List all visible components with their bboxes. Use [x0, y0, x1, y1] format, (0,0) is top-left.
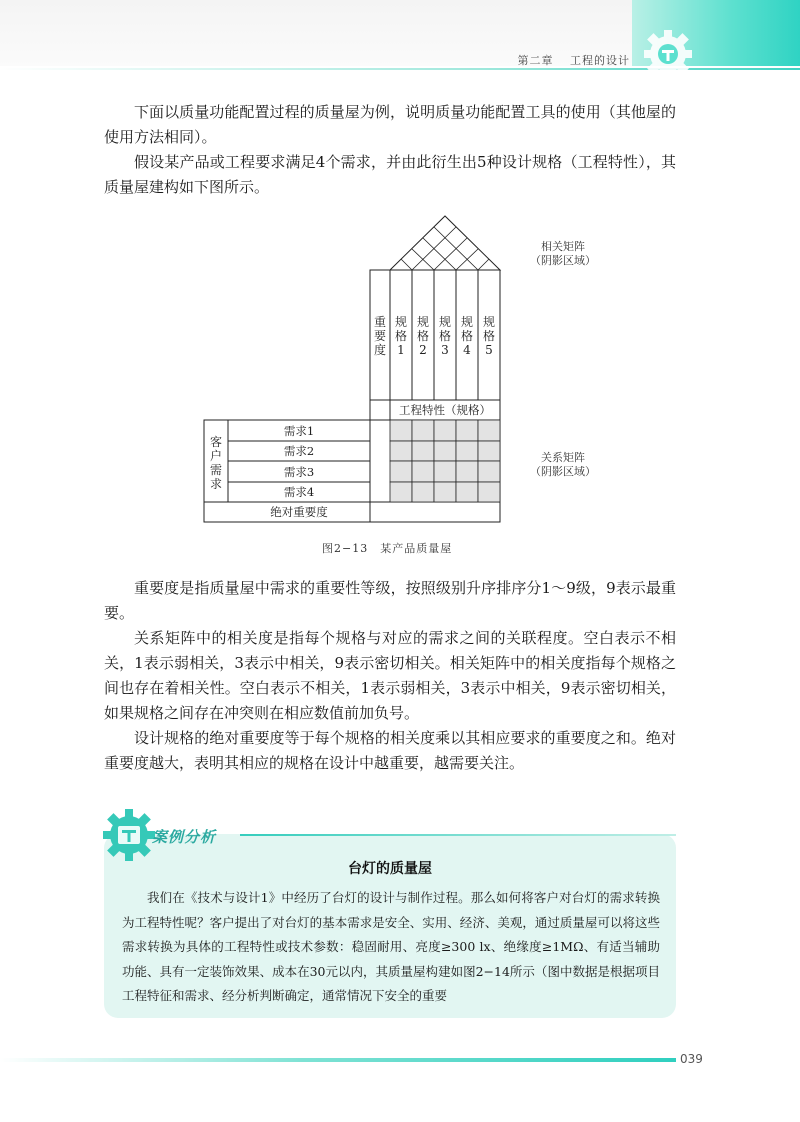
case-gear-icon: [100, 806, 158, 864]
relation-matrix: [390, 420, 500, 502]
requirement-1: 需求1: [283, 424, 315, 438]
relation-matrix-note: [530, 451, 596, 479]
customer-label-0: 客: [209, 435, 223, 449]
intro-paragraph-1: 下面以质量功能配置过程的质量屋为例，说明质量功能配置工具的使用（其他屋的使用方法相同）。: [104, 103, 676, 146]
relation-cell: [478, 420, 500, 441]
relation-cell: [412, 482, 434, 502]
importance-label-1: 要: [373, 329, 387, 343]
spec-5-char-1: 格: [482, 329, 496, 343]
engineering-characteristics-label: 工程特性（规格）: [399, 403, 491, 417]
spec-2-char-0: 规: [416, 315, 430, 329]
spec-5-char-2: 5: [485, 343, 493, 357]
relation-cell: [390, 441, 412, 461]
explanation-paragraph-3: 设计规格的绝对重要度等于每个规格的相关度乘以其相应要求的重要度之和。绝对重要度越大，表明其相应的规格在设计中越重要，越需要关注。: [104, 729, 676, 772]
relation-cell: [456, 420, 478, 441]
relation-cell: [478, 482, 500, 502]
relation-cell: [456, 441, 478, 461]
case-paragraph: 我们在《技术与设计1》中经历了台灯的设计与制作过程。那么如何将客户对台灯的需求转换为工程特性呢？客户提出了对台灯的基本需求是安全、实用、经济、美观，通过质量屋可以将这些需求转换为具体的工程特性或技术参数：稳固耐用、亮度≥300 lx、绝缘度≥1MΩ、有适当辅助功能、具有一定装饰效果、成本在30元以内，其质量屋构建如图2−14所示（图中数据是根据项目工程特征和需求、经分析判断确定，通常情况下安全的重要: [122, 890, 660, 1003]
intro-paragraph-2: 假设某产品或工程要求满足4个需求，并由此衍生出5种设计规格（工程特性），其质量屋建构如下图所示。: [104, 153, 676, 196]
importance-label-0: 重: [373, 315, 387, 329]
figure-caption: 图2−13 某产品质量屋: [322, 542, 453, 555]
case-analysis-badge: 案例分析: [152, 828, 217, 846]
correlation-note-line-2: （阴影区域）: [530, 254, 596, 267]
relation-cell: [412, 461, 434, 482]
relation-cell: [434, 461, 456, 482]
spec-1-char-0: 规: [394, 315, 408, 329]
page-number: 039: [680, 1052, 703, 1066]
relation-cell: [412, 420, 434, 441]
relation-note-line-2: （阴影区域）: [530, 465, 596, 478]
spec-3-char-0: 规: [438, 315, 452, 329]
spec-4-char-0: 规: [460, 315, 474, 329]
relation-cell: [456, 482, 478, 502]
spec-2-char-1: 格: [416, 329, 430, 343]
spec-4-char-2: 4: [463, 343, 471, 357]
relation-cell: [390, 420, 412, 441]
chapter-number: 第二章: [517, 54, 554, 67]
customer-label-1: 户: [209, 449, 223, 463]
importance-label-2: 度: [373, 343, 387, 357]
customer-label-3: 求: [209, 477, 223, 491]
spec-2-char-2: 2: [419, 343, 427, 357]
spec-column-labels: [395, 314, 495, 357]
requirement-2: 需求2: [283, 444, 315, 458]
relation-cell: [456, 461, 478, 482]
requirement-4: 需求4: [283, 485, 315, 499]
spec-1-char-2: 1: [397, 343, 405, 357]
relation-cell: [390, 461, 412, 482]
gear-logo-icon: [640, 26, 696, 82]
relation-cell: [434, 441, 456, 461]
correlation-roof: [390, 216, 500, 270]
spec-5-char-0: 规: [482, 315, 496, 329]
explanation-paragraph-2: 关系矩阵中的相关度是指每个规格与对应的需求之间的关联程度。空白表示不相关，1表示弱相关，3表示中相关，9表示密切相关。相关矩阵中的相关度指每个规格之间也存在着相关性。空白表示不相关，1表示弱相关，3表示中相关，9表示密切相关，如果规格之间存在冲突则在相应数值前加负号。: [104, 629, 676, 722]
case-title: 台灯的质量屋: [348, 861, 432, 877]
requirement-3: 需求3: [283, 465, 315, 479]
spec-1-char-1: 格: [394, 329, 408, 343]
intro-text: [104, 100, 676, 200]
spec-4-char-1: 格: [460, 329, 474, 343]
explanation-paragraph-1: 重要度是指质量屋中需求的重要性等级，按照级别升序排序分1～9级，9表示最重要。: [104, 579, 676, 622]
footer-rule: [0, 1058, 676, 1062]
spec-3-char-1: 格: [438, 329, 452, 343]
relation-cell: [390, 482, 412, 502]
relation-cell: [434, 482, 456, 502]
chapter-title: 工程的设计: [570, 54, 630, 67]
relation-note-line-1: 关系矩阵: [541, 451, 585, 464]
explanation-text: [104, 576, 676, 776]
spec-3-char-2: 3: [441, 343, 449, 357]
case-analysis-box: [104, 834, 676, 1018]
case-text: [122, 886, 660, 1009]
correlation-note-line-1: 相关矩阵: [541, 240, 585, 253]
relation-cell: [478, 441, 500, 461]
relation-cell: [434, 420, 456, 441]
customer-label-2: 需: [209, 463, 223, 477]
relation-cell: [478, 461, 500, 482]
case-header-rule: [240, 834, 676, 836]
relation-cell: [412, 441, 434, 461]
absolute-importance-label: 绝对重要度: [270, 505, 328, 519]
customer-requirements-label: [210, 434, 222, 491]
correlation-matrix-note: [530, 240, 596, 268]
chapter-heading: [518, 52, 631, 68]
